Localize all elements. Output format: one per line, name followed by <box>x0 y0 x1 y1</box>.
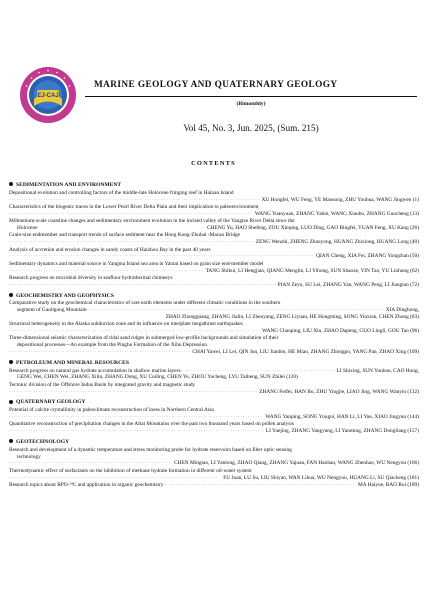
toc-entry[interactable] <box>9 261 419 275</box>
publication-frequency: (Bimonthly) <box>236 101 266 107</box>
article-authors: WANG Yanping, SONG Yougui, HAN Li, LI Yue, XIAO Jingyun (144) <box>265 414 419 421</box>
toc-entry[interactable] <box>9 232 419 246</box>
toc-section <box>9 439 419 489</box>
toc-entry[interactable] <box>9 335 419 355</box>
dot-leader <box>9 389 257 396</box>
toc-section <box>9 182 419 289</box>
article-authors: TANG Shikui, LI Hengjian, QIANG Menglin, LI Yihong, SUN Shaoze, YIN Tao, YU Linhong (62) <box>205 267 419 274</box>
article-title[interactable]: Potential of calcite crystallinity in paleoclimate reconstruction of loess in Northern Central Asia <box>9 407 214 414</box>
journal-logo-icon <box>19 66 77 124</box>
article-title[interactable]: Tectonic division of the Offshore Indus Basin by integrated gravity and magnetic study <box>9 381 196 388</box>
bullet-icon <box>9 360 13 364</box>
dot-leader <box>9 268 204 275</box>
dot-leader <box>9 282 276 289</box>
article-authors: CHAI Yawei, LI Lei, QIN Jun, LIU Jianbin, HE Miao, ZHANG Zhongpo, YANG Pan, ZHAO Xing (109) <box>192 349 419 356</box>
toc-entry[interactable] <box>9 368 419 382</box>
toc-entry[interactable] <box>9 247 419 261</box>
article-title[interactable]: Comparative study on the geochemical characteristics of rare earth elements under different climatic conditions in the southern <box>9 300 281 307</box>
toc-entry[interactable] <box>9 447 419 467</box>
header-divider <box>85 96 417 97</box>
article-authors: LI Yuejing, ZHANG Yangyang, LI Yaoming, ZHANG Dongliang (157) <box>265 428 419 435</box>
article-title-continuation[interactable]: technology <box>17 453 41 460</box>
toc-section <box>9 293 419 356</box>
volume-issue-line: Vol 45, No. 3, Jun. 2025, (Sum. 215) <box>183 123 319 133</box>
section-heading: GEOCHEMISTRY AND GEOPHYSICS <box>9 293 419 300</box>
article-title-continuation[interactable]: Holocene <box>17 224 38 231</box>
article-title[interactable]: Analysis of accretion and erosion changes in sandy coasts of Haizhou Bay in the past 40 years <box>9 246 211 253</box>
dot-leader <box>9 475 221 482</box>
article-title[interactable]: Millennium-scale coastline changes and sedimentary environment evolution in the incised valley of the Yangtze River Delta since the <box>9 218 295 225</box>
toc-entry[interactable] <box>9 275 419 289</box>
article-authors: FU Juan, LU Su, LIU Shiyan, WAN Lihua, WU Nengyou, HUANG Li, SU Qiacheng (181) <box>223 474 419 481</box>
dot-leader <box>9 328 260 335</box>
bullet-icon <box>9 439 13 443</box>
contents-heading: CONTENTS <box>191 160 236 167</box>
bullet-icon <box>9 293 13 297</box>
toc-entry[interactable] <box>9 204 419 218</box>
article-title-continuation[interactable]: segment of Gaoligong Mountain <box>17 307 87 314</box>
toc-section <box>9 399 419 435</box>
article-authors: LI Shixing, SUN Yunbao, CAO Hong, <box>336 367 419 374</box>
toc-entry[interactable] <box>9 468 419 482</box>
article-title-continuation[interactable]: depositional processes—An example from the Pinghu Formation of the Xihu Depression <box>17 342 207 349</box>
article-authors-continued: ZHAO Zhongguang, ZHANG Jialin, LI Zhenyang, ZENG Liyuan, HE Hongming, SONG Yinxian, CHEN Zhong (83) <box>165 313 419 320</box>
article-authors: XIA Dinghong, <box>385 307 419 314</box>
article-title[interactable]: Research topics about RPO-¹⁴C and application in organic geochemistry <box>9 482 164 488</box>
toc-entry[interactable] <box>9 190 419 204</box>
article-title[interactable]: Quantitative reconstruction of precipitation changes in the Altai Mountains over the past two thousand years based on pollen analysis <box>9 421 294 428</box>
toc-entry[interactable] <box>9 321 419 335</box>
article-title[interactable]: Three-dimensional seismic characterization of tidal sand ridges in submerged low-profile backgrounds and simulation of their <box>9 335 279 342</box>
dot-leader <box>9 460 172 467</box>
dot-leader <box>9 253 314 260</box>
toc-entry[interactable] <box>9 407 419 421</box>
bullet-icon <box>9 400 13 404</box>
article-title[interactable]: Research and development of a dynamic temperature and stress monitoring probe for hydrate reservoirs based on fiber optic sensing <box>9 446 292 453</box>
article-authors: CHEN Mingtao, LI Yanlong, ZHAO Qiang, ZHANG Yajuan, FAN Haohao, WANG Zhenhao, WU Nengyou (166) <box>174 460 419 467</box>
article-authors: QIAN Cheng, XIA Fei, ZHANG Yongzhan (50) <box>316 253 419 260</box>
article-title[interactable]: Research progress on microbial diversity in seafloor hydrothermal chimneys <box>9 274 173 281</box>
article-authors: WANG Chaoping, LIU Xin, ZHAO Dapeng, GUO Lingli, GOU Tao (96) <box>262 328 419 335</box>
dot-leader <box>9 414 263 421</box>
toc-entry[interactable] <box>9 300 419 320</box>
journal-title: MARINE GEOLOGY AND QUATERNARY GEOLOGY <box>94 80 338 90</box>
section-heading: GEOTECHNOLOGY <box>9 439 419 446</box>
dot-leader <box>9 239 254 246</box>
dot-leader <box>9 211 253 218</box>
article-title[interactable]: Grain-size endmember and transport trends of surface sediment near the Hong Kong-Zhuhai -Macao Bridge <box>9 232 241 239</box>
article-authors: CHENG Yu, HAO Shefeng, ZOU Xinqing, LUO Ding, GAO Bingfei, YUAN Feng, XU Kang (26) <box>207 224 419 231</box>
article-authors: MA Haiyue, BAO Rui (189) <box>357 482 419 488</box>
bullet-icon <box>9 182 13 186</box>
section-heading: QUATERNARY GEOLOGY <box>9 399 419 406</box>
article-authors-continued: GENG Wei, CHEN Wei, ZHANG Xilin, ZHANG Dong, XU Cuiling, CHEN Ye, ZHOU Yucheng, LYU Taiheng, SUN Zhilei (120) <box>17 374 298 381</box>
toc-entry[interactable] <box>9 482 419 489</box>
article-title[interactable]: Thermodynamic effect of surfactants on the inhibition of methane hydrate formation in different oil-water system <box>9 467 252 474</box>
article-authors: WANG Yuanyuan, ZHANG Yabin, WANG Xiaobo, ZHANG Guocheng (13) <box>254 210 419 217</box>
dot-leader <box>9 197 260 204</box>
logo-text: EJ-CAJ <box>37 93 59 99</box>
article-title[interactable]: Structural heterogeneity in the Alaska subduction zone and its influence on interplate megathrust earthquakes <box>9 321 243 328</box>
article-title[interactable]: Depositional evolution and controlling factors of the middle-late Holocene fringing reef in Hainan Island <box>9 189 234 196</box>
table-of-contents <box>9 180 419 489</box>
article-authors: XU Hongfei, WU Feng, YE Maosong, ZHU Youhua, WANG Jingwen (1) <box>261 196 419 203</box>
article-title[interactable]: Research progress on natural gas hydrate accumulation in shallow marine layers <box>9 367 181 374</box>
toc-entry[interactable] <box>9 382 419 396</box>
dot-leader <box>163 482 356 489</box>
article-authors: ZENG Wenzhi, ZHENG Zhaoyong, HUANG Zhixiong, HUANG Long (40) <box>255 239 419 246</box>
toc-section <box>9 360 419 396</box>
dot-leader <box>87 307 384 314</box>
section-heading: PETROLEUM AND MINERAL RESOURCES <box>9 360 419 367</box>
article-title[interactable]: Sedimentary dynamics and material source in Yangma Island sea area in Yantai based on grain size end-member model <box>9 260 264 267</box>
toc-entry[interactable] <box>9 421 419 435</box>
dot-leader <box>9 428 264 435</box>
dot-leader <box>9 349 190 356</box>
article-authors: PIAN Zeyu, SU Lei, ZHANG Yan, WANG Peng, LI Jiangtao (72) <box>277 281 419 288</box>
article-title[interactable]: Characteristics of the biogenic traces in the Lower Pearl River Delta Plain and their implication to paleoenvironment <box>9 203 259 210</box>
section-heading: SEDIMENTATION AND ENVIRONMENT <box>9 182 419 189</box>
article-authors: ZHANG Feifei, HAN Bo, ZHU Yingjie, LIAO Jing, WANG Wanyin (132) <box>259 388 419 395</box>
toc-entry[interactable] <box>9 218 419 232</box>
